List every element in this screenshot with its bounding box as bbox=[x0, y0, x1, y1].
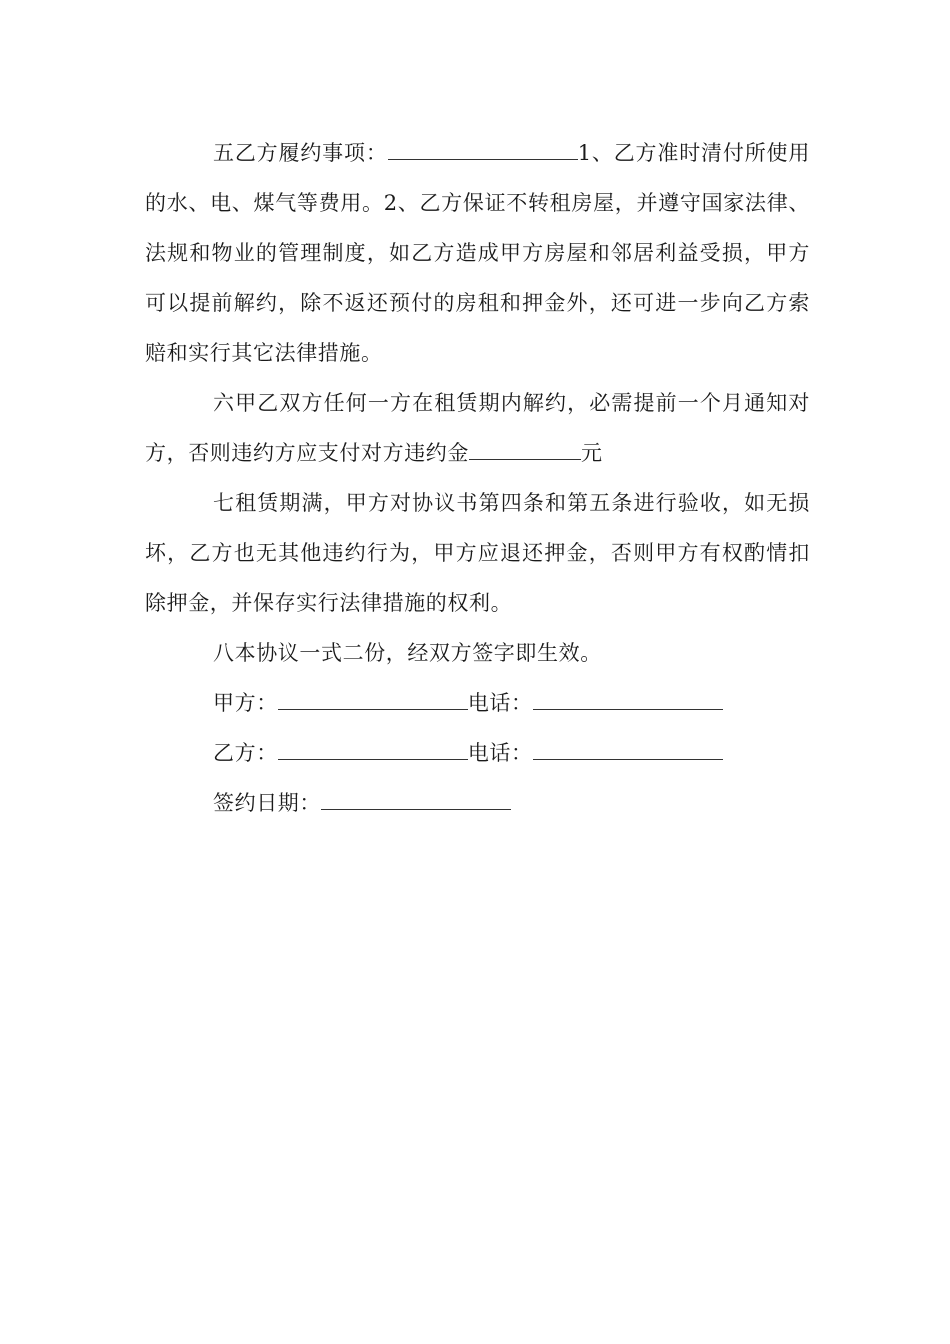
party-b-signature-line bbox=[145, 728, 810, 778]
penalty-amount-blank bbox=[469, 443, 581, 460]
signing-date-line bbox=[145, 778, 810, 828]
clause-5 bbox=[145, 128, 810, 378]
party-a-phone-label: 电话： bbox=[467, 691, 533, 715]
party-a-label: 甲方： bbox=[213, 691, 278, 715]
party-a-blank bbox=[278, 693, 468, 710]
clause-7 bbox=[145, 478, 810, 628]
fill-blank bbox=[388, 143, 578, 160]
clause-6 bbox=[145, 378, 810, 478]
currency-unit: 元 bbox=[581, 441, 603, 465]
party-b-label: 乙方： bbox=[213, 741, 278, 765]
document-body bbox=[145, 128, 810, 828]
clause-5-body: 1、乙方准时清付所使用的水、电、煤气等费用。2、乙方保证不转租房屋，并遵守国家法律、法规和物业的管理制度，如乙方造成甲方房屋和邻居利益受损，甲方可以提前解约，除不返还预付的房租和押金外，还可进一步向乙方索赔和实行其它法律措施。 bbox=[145, 141, 810, 365]
party-a-phone-blank bbox=[533, 693, 723, 710]
party-b-phone-label: 电话： bbox=[467, 741, 533, 765]
party-a-signature-line bbox=[145, 678, 810, 728]
clause-6-body: 六甲乙双方任何一方在租赁期内解约，必需提前一个月通知对方，否则违约方应支付对方违约金 bbox=[145, 391, 810, 465]
clause-7-body: 七租赁期满，甲方对协议书第四条和第五条进行验收，如无损坏，乙方也无其他违约行为，甲方应退还押金，否则甲方有权酌情扣除押金，并保存实行法律措施的权利。 bbox=[145, 491, 810, 615]
signing-date-label: 签约日期： bbox=[213, 791, 321, 815]
clause-8 bbox=[145, 628, 810, 678]
clause-8-body: 八本协议一式二份，经双方签字即生效。 bbox=[213, 641, 602, 665]
signing-date-blank bbox=[321, 793, 511, 810]
party-b-blank bbox=[278, 743, 468, 760]
party-b-phone-blank bbox=[533, 743, 723, 760]
clause-5-lead: 五乙方履约事项： bbox=[213, 141, 388, 165]
